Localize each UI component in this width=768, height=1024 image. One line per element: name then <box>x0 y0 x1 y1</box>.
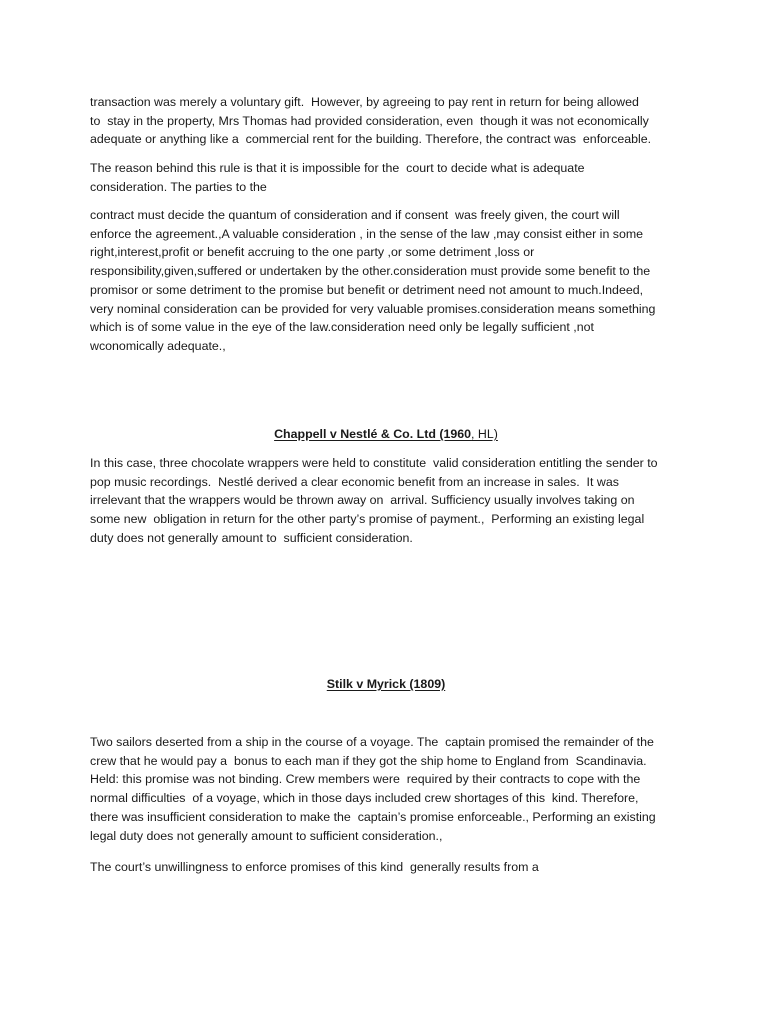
text-line: to stay in the property, Mrs Thomas had provided consideration, even though it was not economically <box>90 113 649 128</box>
text-line: there was insufficient consideration to make the captain’s promise enforceable., Performing an existing <box>90 809 656 824</box>
text-line: irrelevant that the wrappers would be thrown away on arrival. Sufficiency usually involves taking on <box>90 493 635 508</box>
paragraph-stilk-summary <box>90 733 682 845</box>
text-line: The court’s unwillingness to enforce promises of this kind generally results from a <box>90 860 539 874</box>
text-line: right,interest,profit or benefit accruing to the one party ,or some detriment ,loss or <box>90 245 535 260</box>
text-line: The reason behind this rule is that it is impossible for the court to decide what is adequate <box>90 161 585 175</box>
paragraph-court-unwillingness <box>90 858 682 877</box>
text-line: adequate or anything like a commercial rent for the building. Therefore, the contract was enforceable. <box>90 132 652 147</box>
text-line: Held: this promise was not binding. Crew members were required by their contracts to cope with the <box>90 772 641 787</box>
text-line: transaction was merely a voluntary gift. However, by agreeing to pay rent in return for being allowed <box>90 95 639 109</box>
paragraph-chappell-summary <box>90 454 682 548</box>
case-name: Stilk v Myrick (1809) <box>326 677 446 691</box>
text-line: enforce the agreement.,A valuable consideration , in the sense of the law ,may consist either in some <box>90 226 644 241</box>
case-heading-stilk <box>90 675 682 693</box>
text-line: Two sailors deserted from a ship in the course of a voyage. The captain promised the remainder of the <box>90 735 654 749</box>
text-line: contract must decide the quantum of consideration and if consent was freely given, the court will <box>90 208 620 222</box>
text-line: duty does not generally amount to sufficient consideration. <box>90 530 413 545</box>
text-line: legal duty does not generally amount to sufficient consideration., <box>90 828 443 843</box>
case-heading-chappell <box>90 425 682 443</box>
text-line: pop music recordings. Nestlé derived a clear economic benefit from an increase in sales. It was <box>90 474 619 489</box>
text-line: normal difficulties of a voyage, which in those days included crew shortages of this kind. Therefore, <box>90 791 639 806</box>
text-line: responsibility,given,suffered or undertaken by the other.consideration must provide some benefit to the <box>90 264 651 279</box>
text-line: wconomically adequate., <box>90 338 226 353</box>
text-line: some new obligation in return for the other party’s promise of payment., Performing an existing legal <box>90 512 645 527</box>
text-line: consideration. The parties to the <box>90 179 267 194</box>
text-line: crew that he would pay a bonus to each man if they got the ship home to England from Scandinavia. <box>90 753 647 768</box>
paragraph-reason-behind-rule <box>90 159 682 196</box>
case-court: , HL) <box>471 427 498 441</box>
text-line: very nominal consideration can be provided for very valuable promises.consideration means something <box>90 301 656 316</box>
case-name: Chappell v Nestlé & Co. Ltd (1960 <box>274 427 472 441</box>
text-line: promisor or some detriment to the promise but benefit or detriment need not amount to much.Indeed, <box>90 282 644 297</box>
paragraph-quantum-of-consideration <box>90 206 682 356</box>
paragraph-thomas-conclusion <box>90 93 682 149</box>
text-line: In this case, three chocolate wrappers were held to constitute valid consideration entitling the sender to <box>90 456 658 470</box>
text-line: which is of some value in the eye of the law.consideration need only be legally sufficient ,not <box>90 320 594 335</box>
